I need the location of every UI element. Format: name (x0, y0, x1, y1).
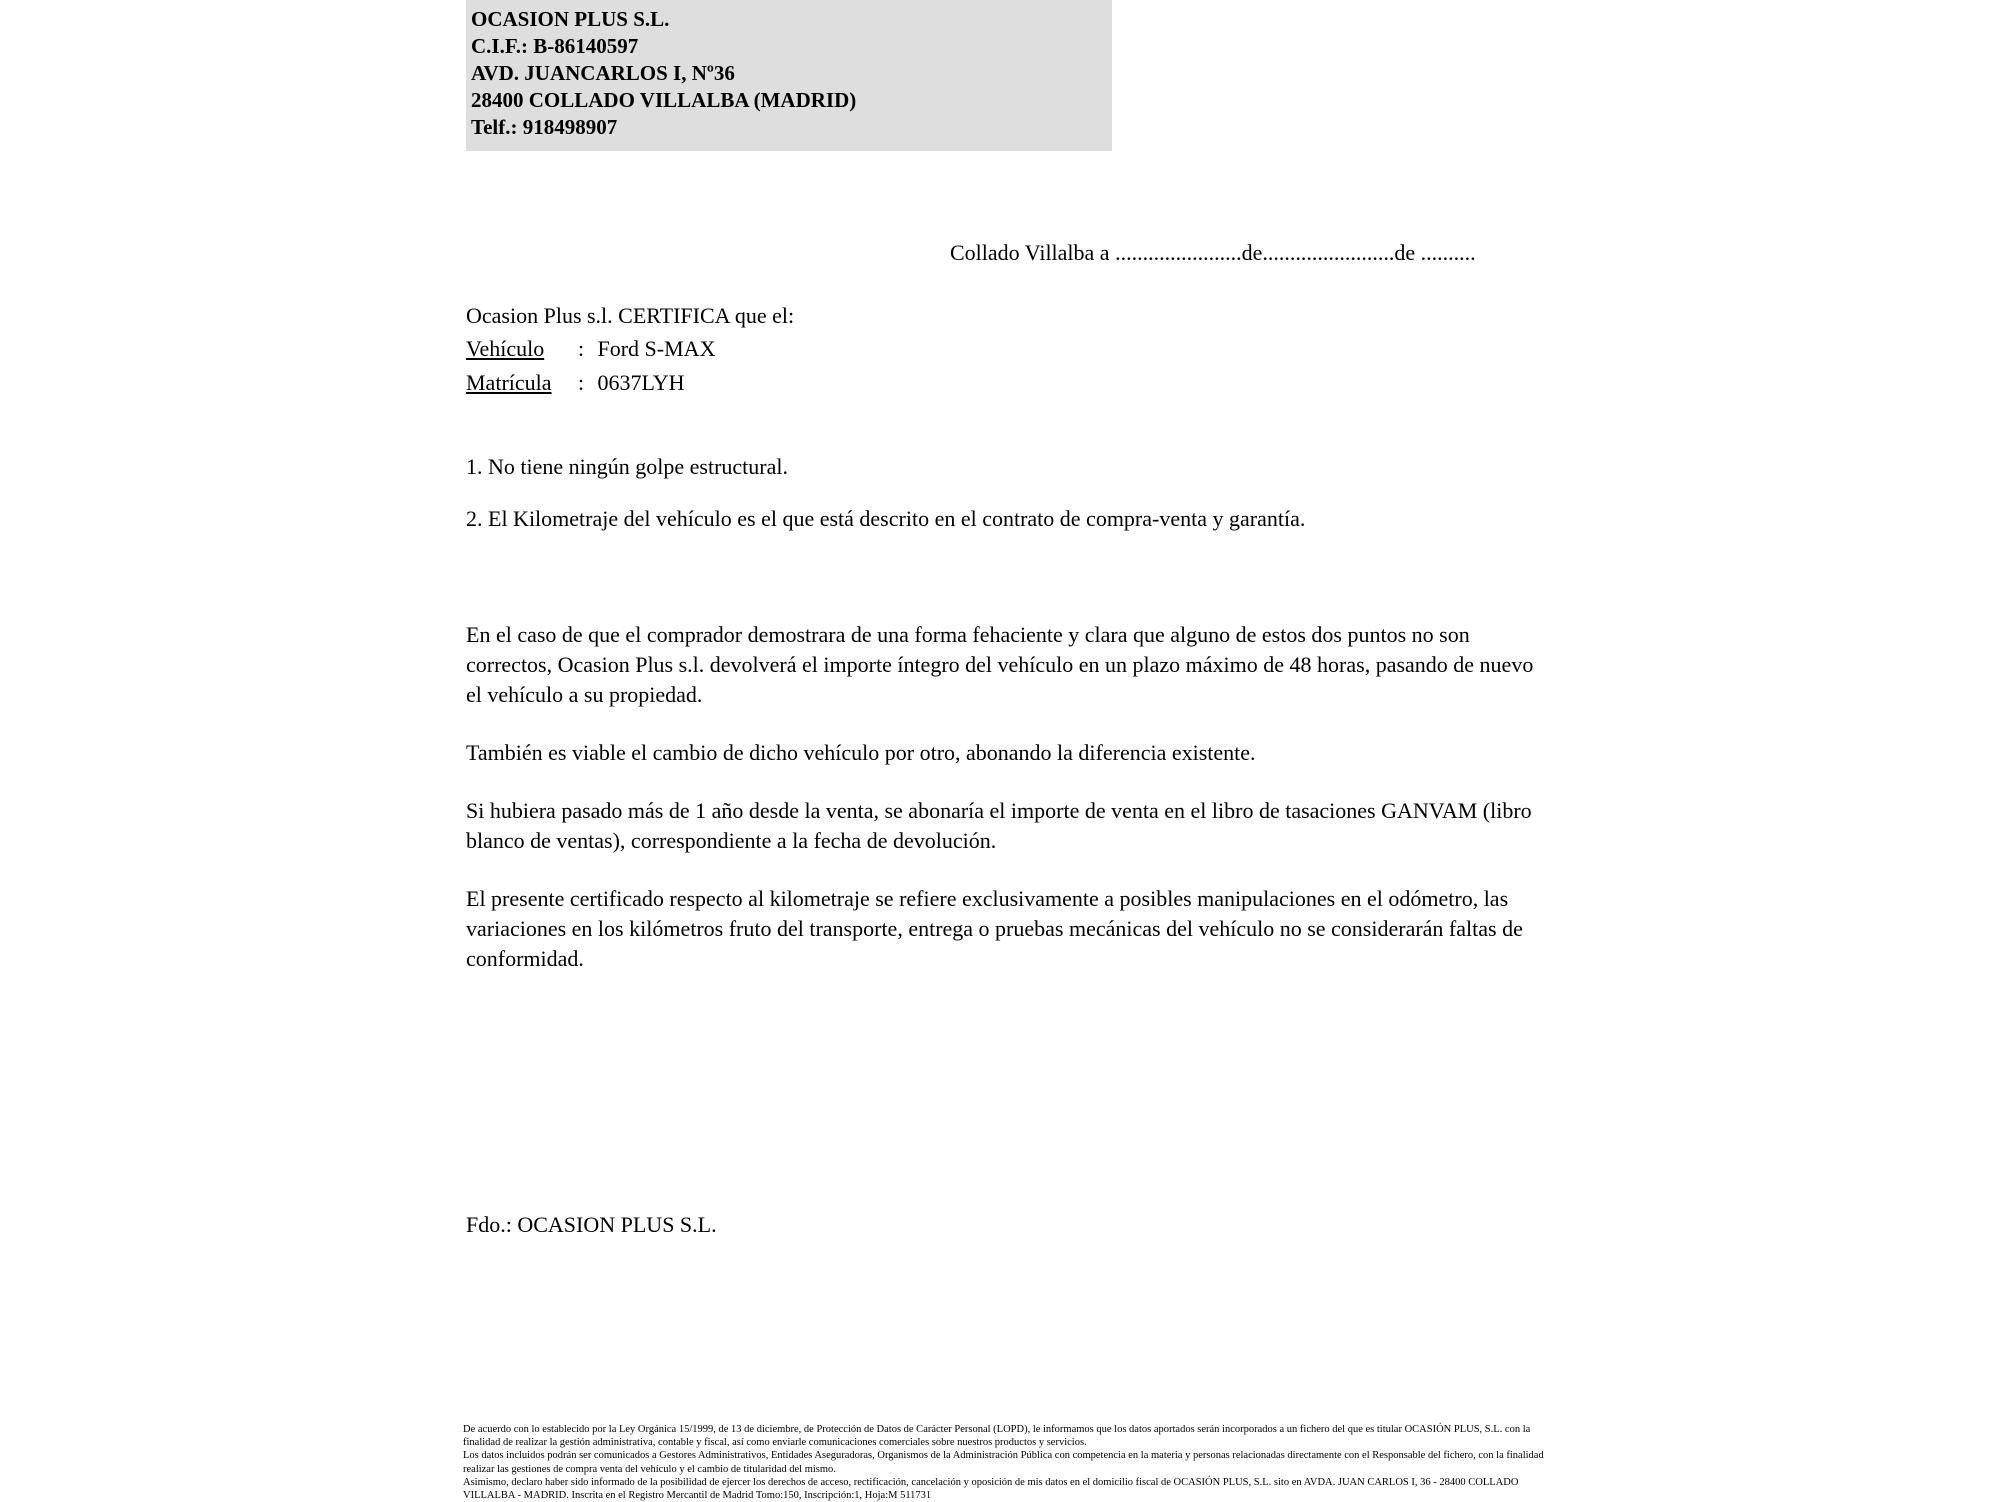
terms-paragraph-3: Si hubiera pasado más de 1 año desde la venta, se abonaría el importe de venta en el libro de tasaciones GANVAM (libro blanco de ventas), correspondiente a la fecha de devolución. (466, 798, 1532, 853)
letterhead-city: 28400 COLLADO VILLALBA (MADRID) (471, 88, 857, 112)
letterhead-block (466, 0, 1112, 151)
legal-footer-line-2: Los datos incluidos podrán ser comunicados a Gestores Administrativos, Entidades Aseguradoras, Organismos de la Administración Pública con competencia en la materia y personas relacionadas directamente con el Responsable del fichero, con la finalidad realizar las gestiones de compra venta del vehículo y el cambio de titularidad del mismo. (463, 1450, 1544, 1475)
certified-point-2: 2. El Kilometraje del vehículo es el que está descrito en el contrato de compra-venta y garantía. (466, 506, 1306, 531)
letterhead-cif: C.I.F.: B-86140597 (471, 34, 639, 58)
signature-line: Fdo.: OCASION PLUS S.L. (466, 1212, 717, 1237)
legal-footer (463, 1423, 1553, 1502)
plate-field-label: Matrícula (466, 370, 552, 395)
plate-field-value: 0637LYH (597, 370, 685, 395)
vehicle-field-separator: : (578, 336, 585, 361)
plate-field-row (466, 366, 1536, 400)
letterhead-address: AVD. JUANCARLOS I, Nº36 (471, 61, 735, 85)
terms-paragraph-1: En el caso de que el comprador demostrara de una forma fehaciente y clara que alguno de estos dos puntos no son correctos, Ocasion Plus s.l. devolverá el importe íntegro del vehículo en un plazo máximo de 48 horas, pasando de nuevo el vehículo a su propiedad. (466, 622, 1534, 707)
certified-points-list (466, 452, 1566, 556)
vehicle-field-row (466, 332, 1536, 366)
certifies-text: Ocasion Plus s.l. CERTIFICA que el: (466, 303, 795, 328)
legal-footer-line-1: De acuerdo con lo establecido por la Ley Orgánica 15/1999, de 13 de diciembre, de Protección de Datos de Carácter Personal (LOPD), le informamos que los datos aportados serán incorporados a un fichero del que es titular OCASIÓN PLUS, S.L. con la finalidad de realizar la gestión administrativa, contable y fiscal, así como enviarle comunicaciones comerciales sobre nuestros productos y servicios. (463, 1424, 1531, 1449)
terms-paragraph-2: También es viable el cambio de dicho vehículo por otro, abonando la diferencia existente. (466, 740, 1256, 765)
terms-paragraphs (466, 620, 1536, 974)
letterhead-phone: Telf.: 918498907 (471, 115, 618, 139)
date-line: Collado Villalba a .......................de........................de .......... (950, 240, 1476, 265)
letterhead-company-name: OCASION PLUS S.L. (471, 7, 670, 31)
vehicle-field-value: Ford S-MAX (597, 336, 716, 361)
certified-point-1: 1. No tiene ningún golpe estructural. (466, 454, 788, 479)
legal-footer-line-3: Asimismo, declaro haber sido informado de la posibilidad de ejercer los derechos de acceso, rectificación, cancelación y oposición de mis datos en el domicilio fiscal de OCASIÓN PLUS, S.L. sito en AVDA. JUAN CARLOS I, 36 - 28400 COLLADO VILLALBA - MADRID. Inscrita en el Registro Mercantil de Madrid Tomo:150, Inscripción:1, Hoja:M 511731 (463, 1476, 1519, 1502)
vehicle-field-label: Vehículo (466, 336, 545, 361)
plate-field-separator: : (578, 370, 585, 395)
certification-header (466, 300, 1536, 400)
terms-paragraph-4: El presente certificado respecto al kilometraje se refiere exclusivamente a posibles manipulaciones en el odómetro, las variaciones en los kilómetros fruto del transporte, entrega o pruebas mecánicas del vehículo no se considerarán faltas de conformidad. (466, 886, 1523, 971)
